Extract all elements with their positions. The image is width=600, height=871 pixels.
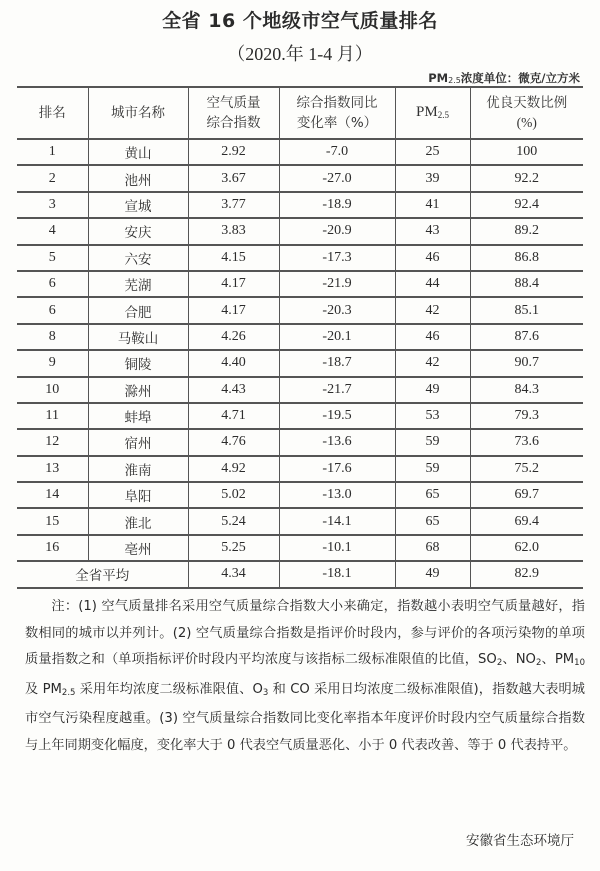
notes-paragraph bbox=[25, 594, 585, 759]
cell-city: 合肥 bbox=[88, 297, 188, 323]
table-row bbox=[17, 429, 583, 455]
header-change-line2: 变化率（%） bbox=[296, 115, 378, 131]
table-row bbox=[17, 271, 583, 297]
cell-change: -19.5 bbox=[279, 403, 395, 429]
cell-rank: 9 bbox=[17, 350, 88, 376]
issuer-signature: 安徽省生态环境厅 bbox=[466, 833, 574, 849]
header-good-line2: (%) bbox=[516, 115, 537, 130]
summary-good-ratio: 82.9 bbox=[470, 561, 583, 587]
header-index-line2: 综合指数 bbox=[206, 115, 261, 131]
notes-sep2: 、PM bbox=[541, 652, 575, 667]
cell-city: 铜陵 bbox=[88, 350, 188, 376]
cell-change: -21.9 bbox=[279, 271, 395, 297]
cell-good-ratio: 75.2 bbox=[470, 456, 583, 482]
cell-change: -17.6 bbox=[279, 456, 395, 482]
unit-prefix: PM bbox=[428, 71, 449, 85]
o3-sub: 3 bbox=[262, 687, 269, 698]
cell-good-ratio: 88.4 bbox=[470, 271, 583, 297]
cell-good-ratio: 69.4 bbox=[470, 508, 583, 534]
cell-rank: 1 bbox=[17, 139, 88, 165]
cell-change: -18.7 bbox=[279, 350, 395, 376]
cell-index: 5.25 bbox=[188, 535, 279, 561]
cell-good-ratio: 84.3 bbox=[470, 377, 583, 403]
cell-rank: 15 bbox=[17, 508, 88, 534]
header-pm25 bbox=[395, 87, 470, 139]
cell-index: 5.24 bbox=[188, 508, 279, 534]
cell-change: -10.1 bbox=[279, 535, 395, 561]
cell-rank: 6 bbox=[17, 271, 88, 297]
unit-note bbox=[428, 70, 580, 86]
cell-pm25: 25 bbox=[395, 139, 470, 165]
cell-good-ratio: 79.3 bbox=[470, 403, 583, 429]
header-good-line1: 优良天数比例 bbox=[486, 95, 568, 111]
cell-city: 黄山 bbox=[88, 139, 188, 165]
unit-sub: 2.5 bbox=[448, 76, 461, 85]
cell-rank: 2 bbox=[17, 165, 88, 191]
cell-good-ratio: 92.4 bbox=[470, 192, 583, 218]
ranking-table bbox=[17, 86, 583, 589]
cell-change: -21.7 bbox=[279, 377, 395, 403]
notes-part2: 和 CO 采用日均浓度二级标准限值)，指数越大表明城市空气污染程度越重。(3) 空气质量综合指数同比变化率指本年度评价时段内空气质量综合指数与上年同期变化幅度，变化率大于 0 代表空气质量恶化、小于 0 代表改善、等于 0 代表持平。 bbox=[25, 681, 585, 753]
notes-sep4: 采用年均浓度二级标准限值、O bbox=[75, 681, 263, 697]
cell-index: 4.92 bbox=[188, 456, 279, 482]
table-row bbox=[17, 456, 583, 482]
cell-city: 芜湖 bbox=[88, 271, 188, 297]
cell-city: 六安 bbox=[88, 245, 188, 271]
cell-pm25: 43 bbox=[395, 218, 470, 244]
cell-index: 4.17 bbox=[188, 271, 279, 297]
cell-pm25: 68 bbox=[395, 535, 470, 561]
cell-rank: 8 bbox=[17, 324, 88, 350]
notes-sep3: 及 PM bbox=[25, 681, 62, 697]
cell-index: 3.83 bbox=[188, 218, 279, 244]
header-index bbox=[188, 87, 279, 139]
cell-good-ratio: 87.6 bbox=[470, 324, 583, 350]
cell-pm25: 39 bbox=[395, 165, 470, 191]
table-row bbox=[17, 139, 583, 165]
cell-change: -20.3 bbox=[279, 297, 395, 323]
cell-change: -17.3 bbox=[279, 245, 395, 271]
cell-city: 淮北 bbox=[88, 508, 188, 534]
cell-pm25: 59 bbox=[395, 429, 470, 455]
cell-index: 4.76 bbox=[188, 429, 279, 455]
cell-good-ratio: 85.1 bbox=[470, 297, 583, 323]
table-row bbox=[17, 508, 583, 534]
cell-city: 淮南 bbox=[88, 456, 188, 482]
cell-city: 安庆 bbox=[88, 218, 188, 244]
summary-change: -18.1 bbox=[279, 561, 395, 587]
cell-pm25: 65 bbox=[395, 482, 470, 508]
cell-rank: 12 bbox=[17, 429, 88, 455]
header-pm-main: PM bbox=[416, 103, 438, 120]
cell-pm25: 46 bbox=[395, 324, 470, 350]
cell-pm25: 42 bbox=[395, 350, 470, 376]
cell-good-ratio: 100 bbox=[470, 139, 583, 165]
cell-city: 阜阳 bbox=[88, 482, 188, 508]
cell-city: 宣城 bbox=[88, 192, 188, 218]
cell-city: 宿州 bbox=[88, 429, 188, 455]
cell-pm25: 41 bbox=[395, 192, 470, 218]
cell-rank: 14 bbox=[17, 482, 88, 508]
cell-rank: 10 bbox=[17, 377, 88, 403]
table-row bbox=[17, 165, 583, 191]
table-row bbox=[17, 482, 583, 508]
cell-index: 3.77 bbox=[188, 192, 279, 218]
header-change bbox=[279, 87, 395, 139]
table-row bbox=[17, 297, 583, 323]
cell-city: 亳州 bbox=[88, 535, 188, 561]
cell-good-ratio: 86.8 bbox=[470, 245, 583, 271]
cell-good-ratio: 92.2 bbox=[470, 165, 583, 191]
table-row bbox=[17, 245, 583, 271]
cell-city: 池州 bbox=[88, 165, 188, 191]
cell-rank: 11 bbox=[17, 403, 88, 429]
cell-change: -13.0 bbox=[279, 482, 395, 508]
cell-good-ratio: 90.7 bbox=[470, 350, 583, 376]
cell-change: -7.0 bbox=[279, 139, 395, 165]
cell-rank: 3 bbox=[17, 192, 88, 218]
table-row bbox=[17, 218, 583, 244]
cell-pm25: 46 bbox=[395, 245, 470, 271]
header-rank: 排名 bbox=[17, 87, 88, 139]
summary-row bbox=[17, 561, 583, 587]
table-row bbox=[17, 377, 583, 403]
cell-pm25: 53 bbox=[395, 403, 470, 429]
cell-index: 5.02 bbox=[188, 482, 279, 508]
cell-city: 马鞍山 bbox=[88, 324, 188, 350]
cell-index: 4.71 bbox=[188, 403, 279, 429]
header-good-ratio bbox=[470, 87, 583, 139]
cell-index: 2.92 bbox=[188, 139, 279, 165]
cell-pm25: 42 bbox=[395, 297, 470, 323]
cell-good-ratio: 69.7 bbox=[470, 482, 583, 508]
cell-pm25: 59 bbox=[395, 456, 470, 482]
table-row bbox=[17, 403, 583, 429]
table-row bbox=[17, 535, 583, 561]
cell-pm25: 65 bbox=[395, 508, 470, 534]
table-row bbox=[17, 324, 583, 350]
cell-city: 滁州 bbox=[88, 377, 188, 403]
cell-city: 蚌埠 bbox=[88, 403, 188, 429]
no2-sub: 2 bbox=[535, 658, 542, 668]
cell-good-ratio: 89.2 bbox=[470, 218, 583, 244]
cell-pm25: 49 bbox=[395, 377, 470, 403]
cell-change: -27.0 bbox=[279, 165, 395, 191]
cell-rank: 6 bbox=[17, 297, 88, 323]
cell-index: 4.17 bbox=[188, 297, 279, 323]
cell-index: 4.43 bbox=[188, 377, 279, 403]
cell-change: -20.1 bbox=[279, 324, 395, 350]
cell-change: -20.9 bbox=[279, 218, 395, 244]
cell-index: 4.15 bbox=[188, 245, 279, 271]
summary-label: 全省平均 bbox=[17, 561, 188, 587]
header-city: 城市名称 bbox=[88, 87, 188, 139]
unit-suffix: 浓度单位：微克/立方米 bbox=[460, 71, 580, 85]
cell-index: 4.40 bbox=[188, 350, 279, 376]
summary-index: 4.34 bbox=[188, 561, 279, 587]
header-change-line1: 综合指数同比 bbox=[296, 95, 378, 111]
header-pm-sub: 2.5 bbox=[437, 109, 449, 120]
document-subtitle: （2020.年 1-4 月） bbox=[227, 44, 373, 64]
notes-part1: 注：(1) 空气质量排名采用空气质量综合指数大小来确定，指数越小表明空气质量越好，指数相同的城市以并列计。(2) 空气质量综合指数是指评价时段内，参与评价的各项污染物的单项质量指数之和（单项指标评价时段内平均浓度与该指标二级标准限值的比值，SO bbox=[25, 599, 585, 667]
cell-change: -14.1 bbox=[279, 508, 395, 534]
cell-index: 3.67 bbox=[188, 165, 279, 191]
table-row bbox=[17, 192, 583, 218]
document-title: 全省 16 个地级市空气质量排名 bbox=[162, 10, 438, 32]
pm10-sub: 10 bbox=[574, 658, 585, 668]
header-row bbox=[17, 87, 583, 139]
cell-rank: 13 bbox=[17, 456, 88, 482]
cell-good-ratio: 62.0 bbox=[470, 535, 583, 561]
cell-good-ratio: 73.6 bbox=[470, 429, 583, 455]
notes-sep1: 、NO bbox=[502, 652, 536, 667]
cell-rank: 5 bbox=[17, 245, 88, 271]
cell-rank: 16 bbox=[17, 535, 88, 561]
pm25-sub: 2.5 bbox=[61, 687, 76, 698]
summary-pm25: 49 bbox=[395, 561, 470, 587]
cell-change: -18.9 bbox=[279, 192, 395, 218]
so2-sub: 2 bbox=[496, 658, 503, 668]
cell-pm25: 44 bbox=[395, 271, 470, 297]
cell-change: -13.6 bbox=[279, 429, 395, 455]
table-row bbox=[17, 350, 583, 376]
header-index-line1: 空气质量 bbox=[206, 95, 261, 111]
cell-index: 4.26 bbox=[188, 324, 279, 350]
cell-rank: 4 bbox=[17, 218, 88, 244]
